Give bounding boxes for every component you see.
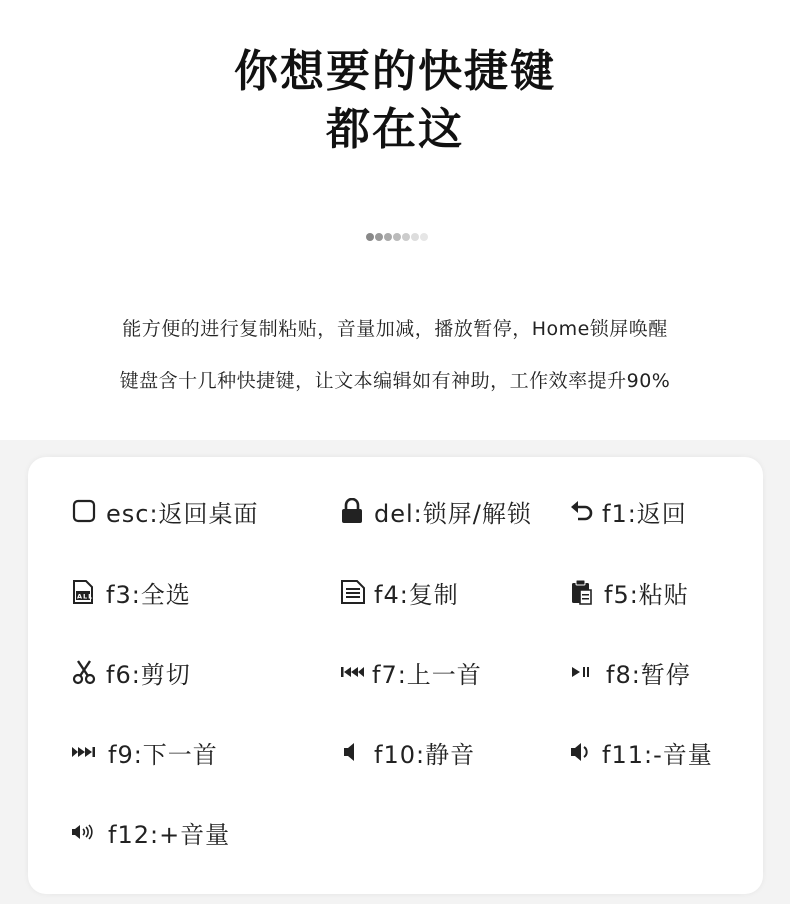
dot (375, 233, 383, 241)
dot (384, 233, 392, 241)
scissors-icon (72, 659, 98, 685)
shortcut-label: esc:返回桌面 (106, 499, 259, 528)
shortcut-label: f12:+音量 (108, 820, 231, 849)
next-track-icon (72, 739, 98, 765)
shortcut-label: f11:-音量 (602, 740, 713, 769)
shortcut-f5 (570, 575, 689, 609)
square-icon (72, 498, 98, 524)
dot (393, 233, 401, 241)
decorative-dots (366, 233, 428, 243)
shortcut-label: f3:全选 (106, 580, 191, 609)
shortcut-f10 (340, 735, 475, 769)
shortcut-f7 (340, 655, 482, 689)
undo-arrow-icon (570, 498, 596, 524)
play-pause-icon (570, 659, 596, 685)
shortcut-label: f8:暂停 (606, 660, 691, 689)
volume-down-icon (570, 739, 596, 765)
shortcut-f1 (570, 494, 687, 528)
select-all-icon (72, 579, 98, 605)
svg-text:ALL: ALL (77, 592, 94, 601)
shortcut-label: f4:复制 (374, 580, 459, 609)
shortcut-label: f10:静音 (374, 740, 476, 769)
paste-clipboard-icon (570, 579, 596, 605)
copy-document-icon (340, 579, 366, 605)
page-title-line2: 都在这 (326, 104, 464, 155)
shortcut-label: f6:剪切 (106, 660, 191, 689)
shortcut-label: del:锁屏/解锁 (374, 499, 532, 528)
dot (402, 233, 410, 241)
dot (411, 233, 419, 241)
shortcut-label: f1:返回 (602, 499, 687, 528)
shortcut-label: f7:上一首 (372, 660, 482, 689)
shortcut-f11 (570, 735, 713, 769)
hero-section (0, 0, 790, 440)
shortcut-f12 (72, 815, 230, 849)
mute-speaker-icon (340, 739, 366, 765)
dot (366, 233, 374, 241)
shortcut-f3 (72, 575, 191, 609)
description-line1: 能方便的进行复制粘贴，音量加减，播放暂停，Home锁屏唤醒 (122, 318, 668, 340)
shortcut-esc (72, 494, 259, 528)
shortcut-label: f5:粘贴 (604, 580, 689, 609)
lock-icon (340, 498, 366, 524)
page-title-line1: 你想要的快捷键 (234, 46, 556, 97)
shortcut-del (340, 494, 532, 528)
shortcut-f4 (340, 575, 459, 609)
previous-track-icon (340, 659, 366, 685)
shortcut-f9 (72, 735, 218, 769)
shortcut-f8 (570, 655, 691, 689)
shortcut-label: f9:下一首 (108, 740, 218, 769)
volume-up-icon (72, 819, 98, 845)
shortcut-f6 (72, 655, 191, 689)
shortcut-card (28, 457, 763, 894)
description-line2: 键盘含十几种快捷键，让文本编辑如有神助，工作效率提升90% (119, 370, 671, 392)
dot (420, 233, 428, 241)
